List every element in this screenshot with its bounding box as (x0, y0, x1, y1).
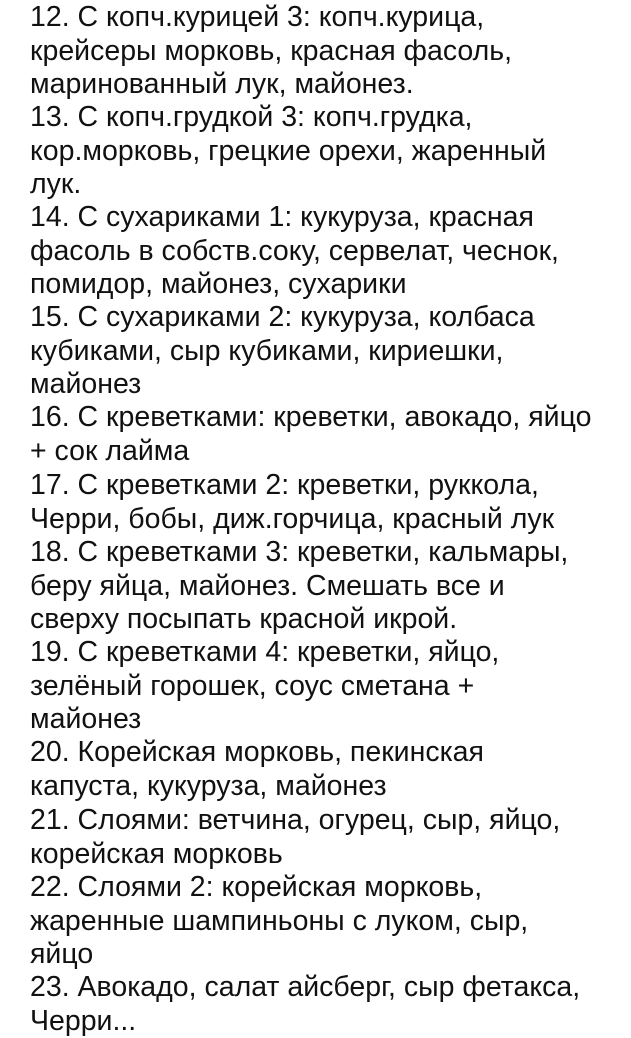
recipe-line: майонез (30, 703, 142, 736)
recipe-line: крейсеры морковь, красная фасоль, (30, 34, 513, 67)
recipe-item-20 (30, 736, 628, 803)
recipe-item-17 (30, 469, 628, 536)
recipe-item-19 (30, 636, 628, 737)
recipe-item-15 (30, 301, 628, 402)
recipe-item-23 (30, 971, 628, 1038)
recipe-line: помидор, майонез, сухарики (30, 268, 407, 301)
recipe-line: фасоль в собств.соку, сервелат, чеснок, (30, 234, 559, 267)
recipe-line: беру яйца, майонез. Смешать все и (30, 569, 505, 602)
recipe-line: корейская морковь (30, 837, 283, 870)
recipe-item-13 (30, 101, 628, 202)
recipe-line: сверху посыпать красной икрой. (30, 603, 458, 636)
recipe-line: кубиками, сыр кубиками, кириешки, (30, 334, 504, 367)
recipe-line: маринованный лук, майонез. (30, 68, 414, 101)
recipe-item-18 (30, 536, 628, 637)
recipe-line: 21. Слоями: ветчина, огурец, сыр, яйцо, (30, 804, 561, 836)
recipe-line: жаренные шампиньоны с луком, сыр, (30, 904, 529, 937)
recipe-line: зелёный горошек, соус сметана + (30, 669, 475, 702)
recipe-line: 16. С креветками: креветки, авокадо, яйцо (30, 401, 592, 433)
recipe-line: Черри... (30, 1004, 137, 1037)
recipe-line: лук. (30, 168, 82, 201)
recipe-line: 18. С креветками 3: креветки, кальмары, (30, 536, 569, 568)
recipe-line: 13. С копч.грудкой 3: копч.грудка, (30, 101, 473, 133)
recipe-item-21 (30, 804, 628, 871)
recipe-line: 23. Авокадо, салат айсберг, сыр фетакса, (30, 971, 581, 1003)
recipe-item-14 (30, 201, 628, 302)
recipe-line: Черри, бобы, диж.горчица, красный лук (30, 502, 555, 535)
recipe-line: кор.морковь, грецкие орехи, жаренный (30, 134, 547, 167)
recipe-item-16 (30, 401, 628, 468)
recipe-line: майонез (30, 368, 142, 401)
recipe-line: 20. Корейская морковь, пекинская (30, 736, 484, 768)
recipe-line: капуста, кукуруза, майонез (30, 769, 387, 802)
recipe-line: яйцо (30, 938, 94, 971)
recipe-line: 12. С копч.курицей 3: копч.курица, (30, 1, 485, 33)
recipe-item-22 (30, 871, 628, 972)
recipe-line: 17. С креветками 2: креветки, руккола, (30, 469, 539, 501)
recipe-line: 19. С креветками 4: креветки, яйцо, (30, 636, 500, 668)
recipe-line: 14. С сухариками 1: кукуруза, красная (30, 201, 534, 233)
recipe-line: 22. Слоями 2: корейская морковь, (30, 871, 483, 903)
recipe-line: + сок лайма (30, 434, 190, 467)
recipe-item-12 (30, 1, 628, 102)
recipe-line: 15. С сухариками 2: кукуруза, колбаса (30, 301, 535, 333)
